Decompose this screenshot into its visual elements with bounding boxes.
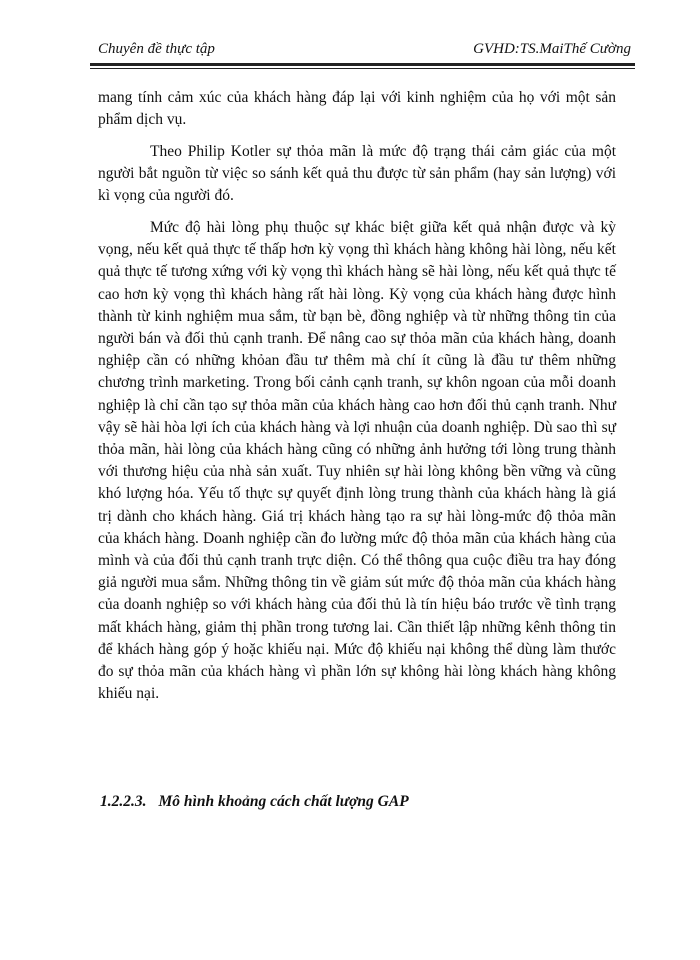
section-title: Mô hình khoảng cách chất lượng GAP	[158, 793, 409, 810]
header-advisor: GVHD:TS.MaiThế Cường	[473, 41, 631, 57]
header-document-title: Chuyên đề thực tập	[98, 41, 215, 57]
section-heading	[100, 793, 409, 811]
paragraph-3: Mức độ hài lòng phụ thuộc sự khác biệt giữa kết quả nhận được và kỳ vọng, nếu kết quả thực tế thấp hơn kỳ vọng thì khách hàng không hài lòng, nếu kết quả thực tế tương xứng với kỳ vọng thì khách hàng sẽ hài lòng, nếu kết quả thực tế cao hơn kỳ vọng thì khách hàng rất hài lòng. Kỳ vọng của khách hàng được hình thành từ kinh nghiệm mua sắm, từ bạn bè, đồng nghiệp và từ những thông tin của người bán và đối thủ cạnh tranh. Để nâng cao sự thỏa mãn của khách hàng, doanh nghiệp cần có những khỏan đầu tư thêm mà chí ít cũng là đầu tư thêm những chương trình marketing. Trong bối cảnh cạnh tranh, sự khôn ngoan của mỗi doanh nghiệp là chỉ cần tạo sự thỏa mãn của khách hàng cao hơn đối thủ cạnh tranh. Như vậy sẽ hài hòa lợi ích của khách hàng và lợi nhuận của doanh nghiệp. Dù sao thì sự thỏa mãn, hài lòng của khách hàng cũng có những ảnh hưởng tới lòng trung thành với thương hiệu của nhà sản xuất. Tuy nhiên sự hài lòng không bền vững và cũng khó lượng hóa. Yếu tố thực sự quyết định lòng trung thành của khách hàng là giá trị dành cho khách hàng. Giá trị khách hàng tạo ra sự hài lòng-mức độ thỏa mãn của khách hàng. Doanh nghiệp cần đo lường mức độ thỏa mãn của khách hàng của mình và của đối thủ cạnh tranh trực diện. Có thể thông qua cuộc điều tra hay đóng giả người mua sắm. Những thông tin về giảm sút mức độ thỏa mãn của khách hàng của doanh nghiệp so với khách hàng của đối thủ là tín hiệu báo trước về tình trạng mất khách hàng, giảm thị phần trong tương lai. Cần thiết lập những kênh thông tin để khách hàng góp ý hoặc khiếu nại. Mức độ khiếu nại không thể dùng làm thước đo sự thỏa mãn của khách hàng vì phần lớn sự không hài lòng khách hàng không khiếu nại.	[98, 219, 616, 703]
paragraph-2: Theo Philip Kotler sự thỏa mãn là mức độ trạng thái cảm giác của một người bắt nguồn từ việc so sánh kết quả thu được từ sản phẩm (hay sản lượng) với kì vọng của người đó.	[98, 143, 616, 205]
header-rule-thin	[90, 68, 635, 69]
section-number: 1.2.2.3.	[100, 793, 147, 810]
paragraph-1: mang tính cảm xúc của khách hàng đáp lại với kinh nghiệm của họ với một sản phẩm dịch vụ.	[98, 89, 616, 129]
page-header	[90, 37, 635, 63]
header-rule-thick	[90, 63, 635, 66]
